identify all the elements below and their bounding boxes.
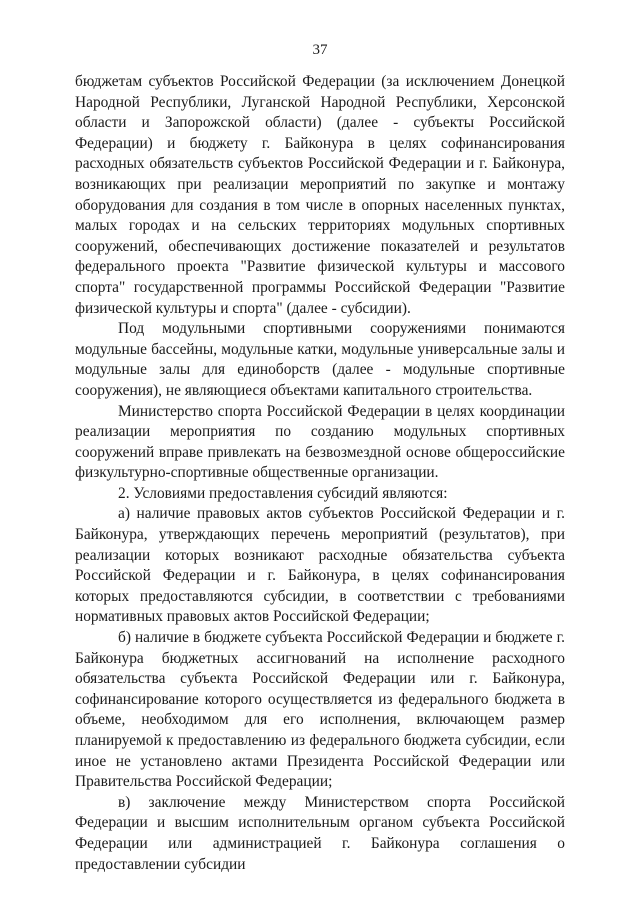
paragraph-conditions-heading: 2. Условиями предоставления субсидий являются: bbox=[118, 484, 448, 502]
document-body bbox=[75, 72, 565, 875]
paragraph-ministry-coordination: Министерство спорта Российской Федерации в целях координации реализации мероприятия по созданию модульных спортивных сооружений вправе привлекать на безвозмездной основе общероссийские физкультурно-спортивные общественные организации. bbox=[75, 402, 565, 482]
paragraph-condition-a: а) наличие правовых актов субъектов Российской Федерации и г. Байконура, утверждающих перечень мероприятий (результатов), при реализации которых возникают расходные обязательства субъекта Российской Федерации и г. Байконура, в целях софинансирования которых предоставляются субсидии, в соответствии с требованиями нормативных правовых актов Российской Федерации; bbox=[75, 505, 565, 626]
page-number: 37 bbox=[312, 42, 328, 58]
paragraph-condition-b: б) наличие в бюджете субъекта Российской Федерации и бюджете г. Байконура бюджетных ассигнований на исполнение расходного обязательства субъекта Российской Федерации или г. Байконура, софинансирование которого осуществляется из федерального бюджета в объеме, необходимом для его исполнения, включающем размер планируемой к предоставлению из федерального бюджета субсидии, если иное не установлено актами Президента Российской Федерации или Правительства Российской Федерации; bbox=[75, 629, 565, 791]
paragraph-modular-facilities-definition: Под модульными спортивными сооружениями понимаются модульные бассейны, модульные катки, модульные универсальные залы и модульные залы для единоборств (далее - модульные спортивные сооружения), не являющиеся объектами капитального строительства. bbox=[75, 320, 565, 399]
paragraph-subsidy-purpose: бюджетам субъектов Российской Федерации (за исключением Донецкой Народной Республики, Луганской Народной Республики, Херсонской области и Запорожской области) (далее - субъекты Российской Федерации) и бюджету г. Байконура в целях софинансирования расходных обязательств субъектов Российской Федерации и г. Байконура, возникающих при реализации мероприятий по закупке и монтажу оборудования для создания в том числе в опорных населенных пунктах, малых городах и на сельских территориях модульных спортивных сооружений, обеспечивающих достижение показателей и результатов федерального проекта "Развитие физической культуры и массового спорта" государственной программы Российской Федерации "Развитие физической культуры и спорта" (далее - субсидии). bbox=[75, 73, 565, 317]
paragraph-condition-c: в) заключение между Министерством спорта Российской Федерации и высшим исполнительным органом субъекта Российской Федерации или администрацией г. Байконура соглашения о предоставлении субсидии bbox=[75, 793, 565, 873]
